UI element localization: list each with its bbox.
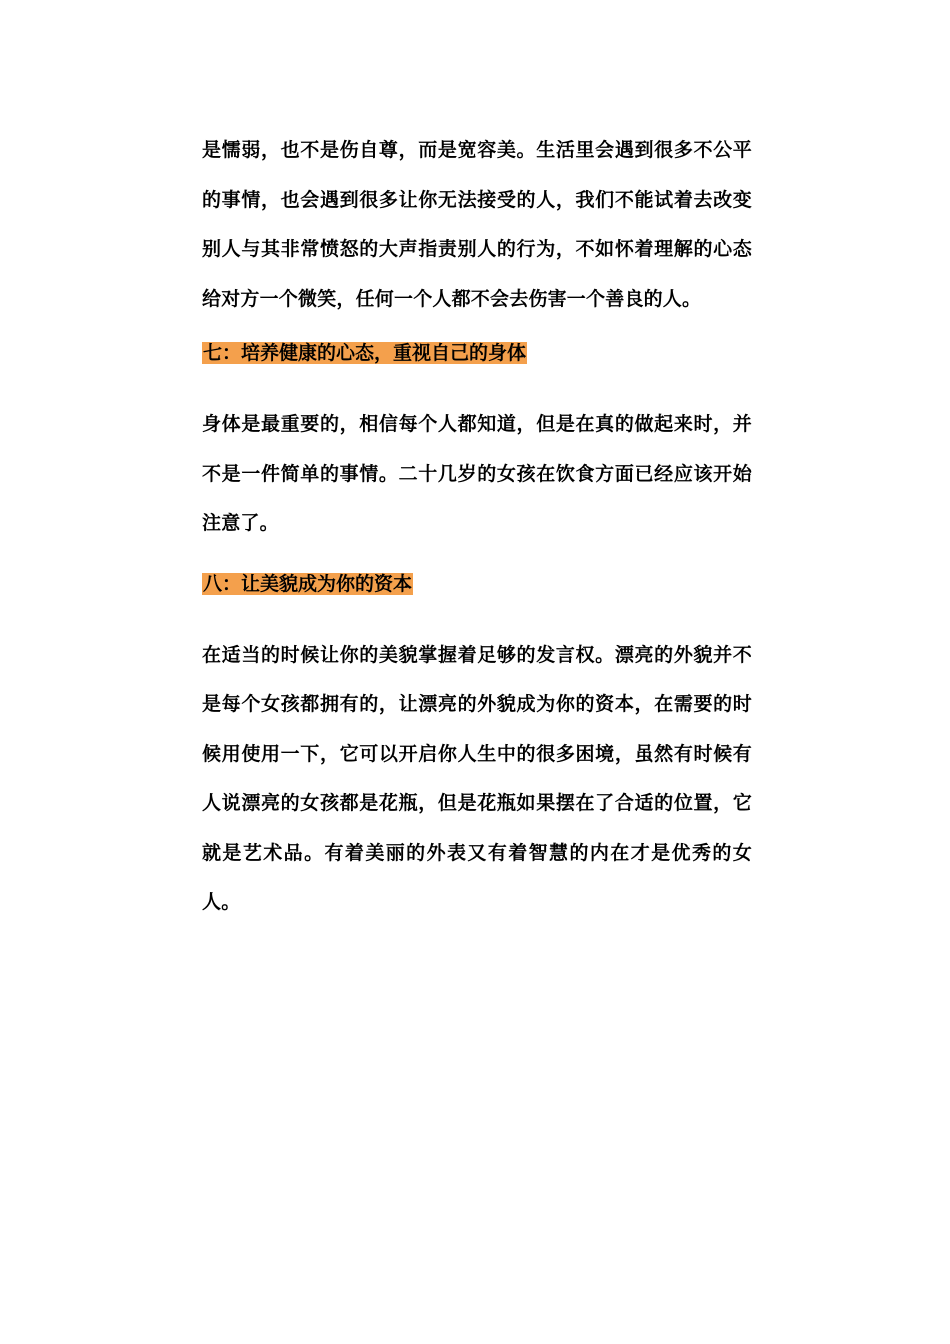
heading-highlight: 七：培养健康的心态，重视自己的身体 [203, 342, 527, 364]
paragraph-tolerance: 是懦弱，也不是伤自尊，而是宽容美。生活里会遇到很多不公平的事情，也会遇到很多让你无法接受的人，我们不能试着去改变别人与其非常愤怒的大声指责别人的行为，不如怀着理解的心态给对方一个微笑，任何一个人都不会去伤害一个善良的人。 [202, 139, 752, 310]
paragraph-health: 身体是最重要的，相信每个人都知道，但是在真的做起来时，并不是一件简单的事情。二十几岁的女孩在饮食方面已经应该开始注意了。 [202, 413, 752, 534]
section-heading-seven [202, 340, 752, 366]
section-heading-eight [202, 571, 752, 597]
document-body [202, 126, 752, 928]
paragraph-beauty: 在适当的时候让你的美貌掌握着足够的发言权。漂亮的外貌并不是每个女孩都拥有的，让漂亮的外貌成为你的资本，在需要的时候用使用一下，它可以开启你人生中的很多困境，虽然有时候有人说漂亮的女孩都是花瓶，但是花瓶如果摆在了合适的位置，它就是艺术品。有着美丽的外表又有着智慧的内在才是优秀的女人。 [202, 643, 752, 913]
heading-highlight: 八：让美貌成为你的资本 [203, 572, 413, 595]
